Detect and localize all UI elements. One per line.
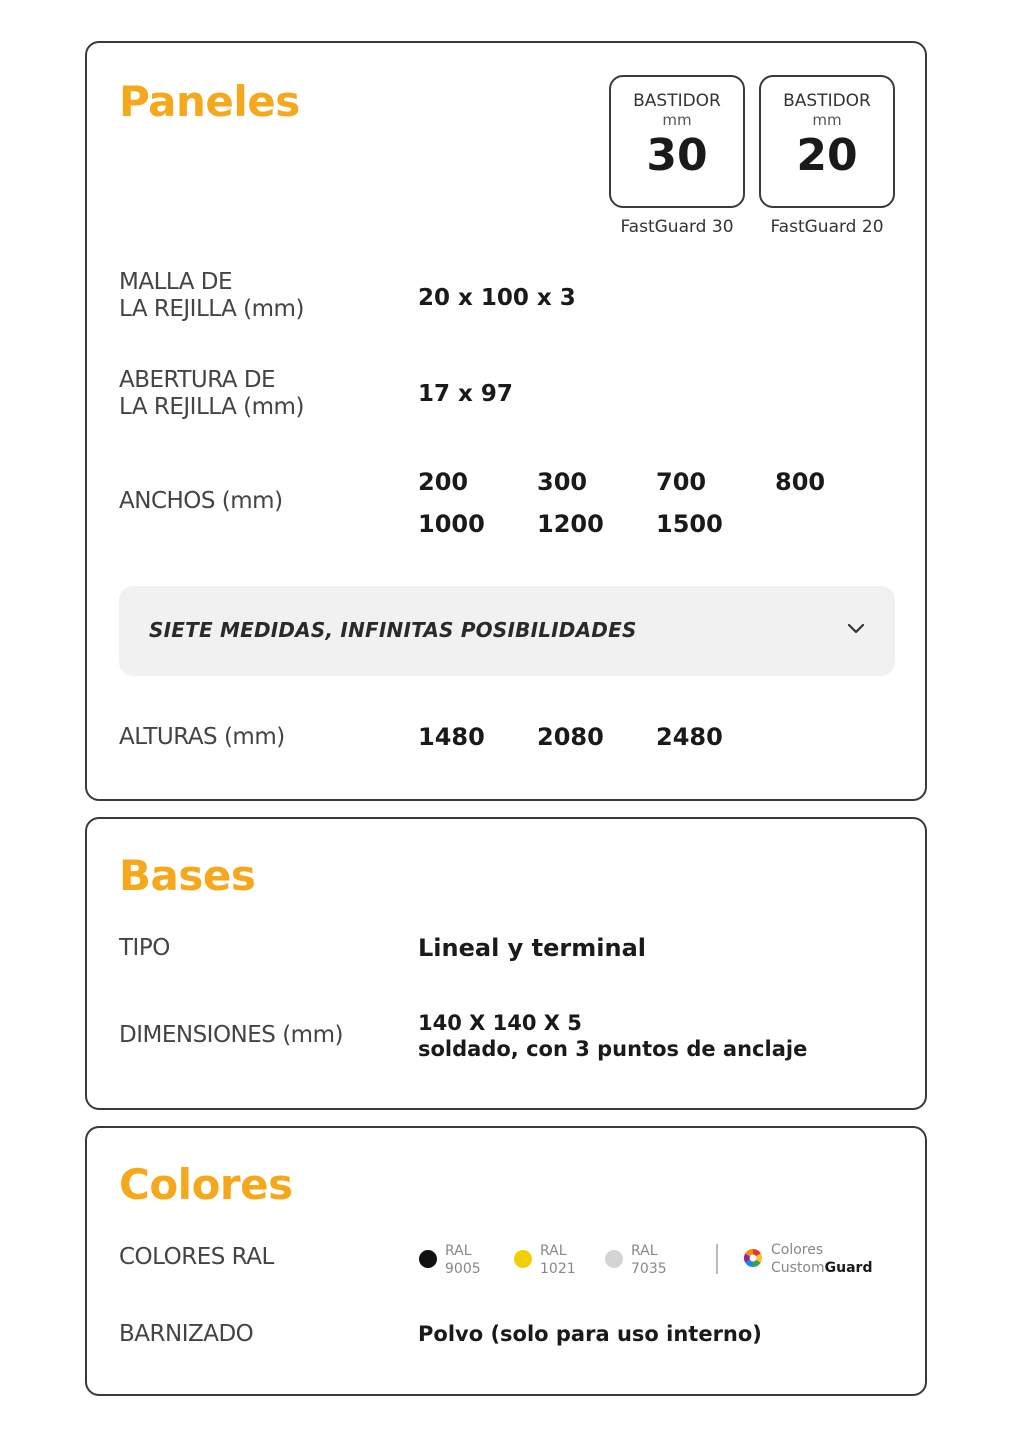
malla-value: 20 x 100 x 3 <box>418 285 576 311</box>
alturas-label: ALTURAS (mm) <box>119 724 285 750</box>
ral-1021-text <box>540 1242 576 1278</box>
malla-label-line1: MALLA DE <box>119 269 233 295</box>
tipo-label: TIPO <box>119 935 170 961</box>
dimensiones-value-line1: 140 X 140 X 5 <box>418 1011 582 1035</box>
ancho-value: 700 <box>656 468 707 496</box>
bastidor-30-caption: FastGuard 30 <box>620 217 734 237</box>
guard-word: Guard <box>824 1260 873 1276</box>
dimensiones-value-line2: soldado, con 3 puntos de anclaje <box>418 1037 808 1061</box>
ancho-value: 1200 <box>537 510 604 538</box>
barnizado-label: BARNIZADO <box>119 1321 254 1347</box>
bastidor-unit: mm <box>812 111 842 129</box>
bastidor-20-badge <box>759 75 895 208</box>
ral-label: RAL <box>540 1243 567 1259</box>
ancho-value: 800 <box>775 468 826 496</box>
custom-line1: Colores <box>771 1242 824 1258</box>
anchos-label: ANCHOS (mm) <box>119 488 283 514</box>
ral-1021-swatch <box>514 1250 532 1268</box>
ral-label: RAL <box>631 1243 658 1259</box>
ral-7035-text <box>631 1242 667 1278</box>
colores-card <box>85 1126 927 1396</box>
ancho-value: 300 <box>537 468 588 496</box>
paneles-title: Paneles <box>119 77 300 126</box>
bastidor-label: BASTIDOR <box>783 91 871 111</box>
custom-word: Custom <box>771 1260 825 1276</box>
ral-code: 9005 <box>445 1261 481 1277</box>
ral-label: RAL <box>445 1243 472 1259</box>
malla-label <box>119 269 304 323</box>
ancho-value: 200 <box>418 468 469 496</box>
colores-ral-label: COLORES RAL <box>119 1244 274 1270</box>
swatch-divider <box>716 1244 718 1274</box>
ral-7035-swatch <box>605 1250 623 1268</box>
bases-card <box>85 817 927 1110</box>
ral-code: 7035 <box>631 1261 667 1277</box>
siete-medidas-accordion[interactable] <box>119 586 895 676</box>
ral-9005-text <box>445 1242 481 1278</box>
bastidor-20-caption: FastGuard 20 <box>770 217 884 237</box>
tipo-value: Lineal y terminal <box>418 934 646 962</box>
accordion-label: SIETE MEDIDAS, INFINITAS POSIBILIDADES <box>149 618 637 642</box>
malla-label-line2: LA REJILLA (mm) <box>119 296 304 322</box>
altura-value: 1480 <box>418 723 485 751</box>
ancho-value: 1000 <box>418 510 485 538</box>
abertura-label-line1: ABERTURA DE <box>119 367 276 393</box>
abertura-label-line2: LA REJILLA (mm) <box>119 394 304 420</box>
ral-9005-swatch <box>419 1250 437 1268</box>
dimensiones-label: DIMENSIONES (mm) <box>119 1022 343 1048</box>
color-wheel-icon <box>743 1248 763 1268</box>
ral-code: 1021 <box>540 1261 576 1277</box>
custom-line2 <box>771 1259 872 1277</box>
dimensiones-value <box>418 1010 807 1062</box>
chevron-down-icon[interactable] <box>847 622 865 636</box>
ancho-value: 1500 <box>656 510 723 538</box>
abertura-label <box>119 367 304 421</box>
bastidor-unit: mm <box>662 111 692 129</box>
custom-guard-text <box>771 1241 872 1277</box>
barnizado-value: Polvo (solo para uso interno) <box>418 1322 762 1346</box>
bastidor-label: BASTIDOR <box>633 91 721 111</box>
altura-value: 2480 <box>656 723 723 751</box>
bases-title: Bases <box>119 851 256 900</box>
altura-value: 2080 <box>537 723 604 751</box>
bastidor-value: 30 <box>646 130 708 181</box>
abertura-value: 17 x 97 <box>418 381 513 407</box>
paneles-card <box>85 41 927 801</box>
bastidor-30-badge <box>609 75 745 208</box>
colores-title: Colores <box>119 1160 293 1209</box>
bastidor-value: 20 <box>796 130 858 181</box>
